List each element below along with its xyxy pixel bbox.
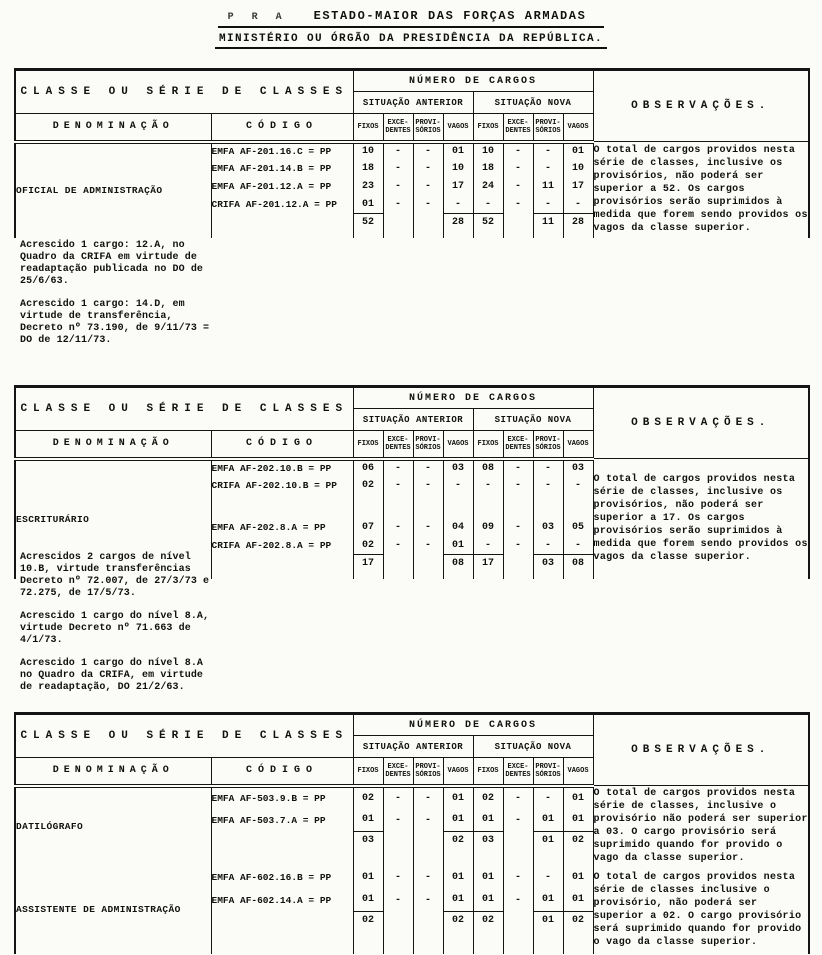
table-row <box>15 786 809 809</box>
codigo-cell-empty <box>211 832 353 850</box>
provisorios-anterior-header: PROVI-SÓRIOS <box>413 758 443 786</box>
filler-cell <box>211 573 353 579</box>
value-cell: 03 <box>533 519 563 537</box>
filler-cell <box>383 573 413 579</box>
situacao-anterior-header: SITUAÇÃO ANTERIOR <box>353 92 473 114</box>
value-cell: 01 <box>563 809 593 832</box>
filler-cell <box>383 232 413 238</box>
spacer-cell <box>473 850 503 866</box>
situacao-nova-header: SITUAÇÃO NOVA <box>473 736 593 758</box>
spacer-cell <box>413 495 443 519</box>
spacer-cell <box>533 850 563 866</box>
value-cell: - <box>383 809 413 832</box>
value-cell: - <box>383 477 413 495</box>
excedentes-anterior-header: EXCE-DENTES <box>383 114 413 142</box>
value-cell: 18 <box>353 160 383 178</box>
spacer-cell <box>503 495 533 519</box>
value-cell: - <box>473 477 503 495</box>
filler-cell <box>413 573 443 579</box>
total-cell: 17 <box>353 555 383 573</box>
value-cell: - <box>413 196 443 214</box>
spacer-cell <box>413 850 443 866</box>
value-cell: - <box>503 477 533 495</box>
value-cell: - <box>383 160 413 178</box>
table2-footnotes <box>20 552 216 705</box>
value-cell: 07 <box>353 519 383 537</box>
spacer-cell <box>473 495 503 519</box>
footnote: Acrescido 1 cargo: 14.D, em virtude de transferência, Decreto nº 73.190, de 9/11/73 = DO de 12/11/73. <box>20 299 210 346</box>
numero-cargos-header: NÚMERO DE CARGOS <box>353 714 593 736</box>
value-cell: 02 <box>353 537 383 555</box>
classe-serie-header: CLASSE OU SÉRIE DE CLASSES <box>15 70 353 114</box>
document-header <box>0 6 822 49</box>
filler-cell <box>413 232 443 238</box>
codigo-cell: EMFA AF-201.14.B = PP <box>211 160 353 178</box>
table1-wrapper <box>14 68 810 238</box>
filler-cell <box>443 930 473 954</box>
total-cell: 02 <box>443 912 473 930</box>
codigo-header: CÓDIGO <box>211 431 353 459</box>
value-cell: 01 <box>353 889 383 912</box>
value-cell: - <box>413 786 443 809</box>
codigo-cell: EMFA AF-201.12.A = PP <box>211 178 353 196</box>
positions-table-datilografo-assistente <box>14 712 810 954</box>
value-cell: 17 <box>563 178 593 196</box>
value-cell: - <box>533 477 563 495</box>
value-cell: - <box>533 196 563 214</box>
value-cell: 01 <box>473 889 503 912</box>
value-cell: - <box>383 519 413 537</box>
value-cell: 11 <box>533 178 563 196</box>
value-cell: 01 <box>353 809 383 832</box>
value-cell: 01 <box>443 142 473 160</box>
value-cell: 24 <box>473 178 503 196</box>
total-cell: 08 <box>563 555 593 573</box>
value-cell: - <box>503 537 533 555</box>
value-cell: - <box>503 519 533 537</box>
value-cell: - <box>413 866 443 889</box>
total-cell <box>383 832 413 850</box>
value-cell: - <box>503 196 533 214</box>
excedentes-nova-header: EXCE-DENTES <box>503 758 533 786</box>
spacer-cell <box>443 850 473 866</box>
value-cell: 02 <box>353 477 383 495</box>
spacer-cell <box>563 495 593 519</box>
total-cell: 02 <box>563 912 593 930</box>
table-row <box>15 866 809 889</box>
denominacao-cell: ESCRITURÁRIO <box>15 459 211 579</box>
value-cell: 10 <box>353 142 383 160</box>
codigo-cell: EMFA AF-602.16.B = PP <box>211 866 353 889</box>
codigo-cell-empty <box>211 214 353 232</box>
filler-cell <box>473 573 503 579</box>
value-cell: - <box>383 178 413 196</box>
value-cell: 01 <box>533 809 563 832</box>
value-cell: - <box>503 459 533 477</box>
codigo-header: CÓDIGO <box>211 114 353 142</box>
table2-wrapper <box>14 385 810 579</box>
situacao-nova-header: SITUAÇÃO NOVA <box>473 92 593 114</box>
value-cell: - <box>413 889 443 912</box>
value-cell: 10 <box>443 160 473 178</box>
value-cell: - <box>533 537 563 555</box>
codigo-cell: EMFA AF-202.10.B = PP <box>211 459 353 477</box>
value-cell: - <box>503 178 533 196</box>
filler-cell <box>563 930 593 954</box>
total-cell: 03 <box>473 832 503 850</box>
value-cell: 03 <box>443 459 473 477</box>
codigo-header: CÓDIGO <box>211 758 353 786</box>
value-cell: - <box>383 786 413 809</box>
value-cell: 01 <box>443 809 473 832</box>
vagos-nova-header: VAGOS <box>563 114 593 142</box>
spacer-cell <box>383 495 413 519</box>
value-cell: - <box>383 866 413 889</box>
vagos-nova-header: VAGOS <box>563 758 593 786</box>
codigo-cell-empty <box>211 912 353 930</box>
value-cell: - <box>413 537 443 555</box>
table-header <box>15 387 809 459</box>
value-cell: 01 <box>563 866 593 889</box>
filler-cell <box>353 930 383 954</box>
value-cell: - <box>413 477 443 495</box>
total-cell <box>413 912 443 930</box>
spacer-cell <box>211 850 353 866</box>
value-cell: - <box>383 142 413 160</box>
value-cell: - <box>383 889 413 912</box>
value-cell: - <box>533 866 563 889</box>
situacao-anterior-header: SITUAÇÃO ANTERIOR <box>353 409 473 431</box>
total-cell: 17 <box>473 555 503 573</box>
filler-cell <box>503 573 533 579</box>
stamp-marks: P R A <box>227 12 288 23</box>
denominacao-cell: OFICIAL DE ADMINISTRAÇÃO <box>15 142 211 238</box>
codigo-cell: EMFA AF-602.14.A = PP <box>211 889 353 912</box>
spacer-cell <box>563 850 593 866</box>
filler-cell <box>353 573 383 579</box>
codigo-cell: EMFA AF-201.16.C = PP <box>211 142 353 160</box>
codigo-cell: CRIFA AF-202.8.A = PP <box>211 537 353 555</box>
value-cell: 10 <box>473 142 503 160</box>
value-cell: 05 <box>563 519 593 537</box>
value-cell: - <box>503 889 533 912</box>
denominacao-header: DENOMINAÇÃO <box>15 431 211 459</box>
value-cell: 18 <box>473 160 503 178</box>
table-row <box>15 142 809 160</box>
table3-wrapper <box>14 712 810 954</box>
footnote: Acrescidos 2 cargos de nível 10.B, virtude transferências Decreto nº 72.007, de 27/3/73 e 72.275, de 17/5/73. <box>20 552 210 599</box>
spacer-cell <box>383 850 413 866</box>
value-cell: 01 <box>473 866 503 889</box>
value-cell: - <box>413 142 443 160</box>
value-cell: - <box>383 537 413 555</box>
value-cell: - <box>413 160 443 178</box>
value-cell: - <box>443 196 473 214</box>
fixos-anterior-header: FIXOS <box>353 114 383 142</box>
table-row <box>15 459 809 477</box>
fixos-nova-header: FIXOS <box>473 114 503 142</box>
value-cell: - <box>533 786 563 809</box>
filler-cell <box>211 232 353 238</box>
total-cell: 01 <box>533 832 563 850</box>
footnote: Acrescido 1 cargo do nível 8.A no Quadro da CRIFA, em virtude de readaptação, DO 21/2/63. <box>20 658 204 693</box>
provisorios-nova-header: PROVI-SÓRIOS <box>533 431 563 459</box>
excedentes-nova-header: EXCE-DENTES <box>503 114 533 142</box>
total-cell <box>413 555 443 573</box>
table1-footnotes <box>20 240 216 358</box>
value-cell: - <box>413 459 443 477</box>
filler-cell <box>383 930 413 954</box>
value-cell: 01 <box>473 809 503 832</box>
total-cell: 52 <box>473 214 503 232</box>
value-cell: 01 <box>443 537 473 555</box>
total-cell: 52 <box>353 214 383 232</box>
value-cell: - <box>383 196 413 214</box>
observacoes-cell: O total de cargos providos nesta série de classes inclusive o provisório, não poderá ser superior a 02. O cargo provisório será suprimido quando for provido o vago da classe superior. <box>593 866 809 954</box>
total-cell: 02 <box>473 912 503 930</box>
provisorios-anterior-header: PROVI-SÓRIOS <box>413 114 443 142</box>
filler-cell <box>353 232 383 238</box>
provisorios-nova-header: PROVI-SÓRIOS <box>533 758 563 786</box>
value-cell: - <box>413 178 443 196</box>
spacer-cell <box>533 495 563 519</box>
observacoes-header: OBSERVAÇÕES. <box>593 714 809 786</box>
value-cell: 01 <box>443 786 473 809</box>
filler-cell <box>533 930 563 954</box>
value-cell: 08 <box>473 459 503 477</box>
value-cell: - <box>473 537 503 555</box>
value-cell: - <box>503 142 533 160</box>
total-cell: 08 <box>443 555 473 573</box>
fixos-anterior-header: FIXOS <box>353 758 383 786</box>
filler-cell <box>503 232 533 238</box>
footnote: Acrescido 1 cargo: 12.A, no Quadro da CRIFA em virtude de readaptação publicada no DO de 25/6/63. <box>20 240 204 287</box>
total-cell: 03 <box>353 832 383 850</box>
provisorios-anterior-header: PROVI-SÓRIOS <box>413 431 443 459</box>
total-cell: 11 <box>533 214 563 232</box>
fixos-anterior-header: FIXOS <box>353 431 383 459</box>
total-cell <box>503 912 533 930</box>
total-cell: 02 <box>353 912 383 930</box>
total-cell <box>413 214 443 232</box>
codigo-cell: CRIFA AF-201.12.A = PP <box>211 196 353 214</box>
codigo-cell: EMFA AF-202.8.A = PP <box>211 519 353 537</box>
codigo-cell: EMFA AF-503.7.A = PP <box>211 809 353 832</box>
total-cell <box>503 214 533 232</box>
value-cell: - <box>413 809 443 832</box>
value-cell: 09 <box>473 519 503 537</box>
value-cell: - <box>503 160 533 178</box>
value-cell: 04 <box>443 519 473 537</box>
observacoes-cell: O total de cargos providos nesta série de classes, inclusive os provisórios, não poderá ser superior a 17. Os cargos provisórios serão suprimidos à medida que forem sendo providos os vagos da classe superior. <box>593 459 809 579</box>
filler-cell <box>533 232 563 238</box>
value-cell: 17 <box>443 178 473 196</box>
vagos-anterior-header: VAGOS <box>443 114 473 142</box>
table-header <box>15 70 809 142</box>
filler-cell <box>443 573 473 579</box>
value-cell: - <box>383 459 413 477</box>
spacer-cell <box>503 850 533 866</box>
document-title: ESTADO-MAIOR DAS FORÇAS ARMADAS <box>313 9 587 23</box>
vagos-anterior-header: VAGOS <box>443 431 473 459</box>
observacoes-header: OBSERVAÇÕES. <box>593 70 809 142</box>
value-cell: - <box>503 866 533 889</box>
value-cell: 02 <box>353 786 383 809</box>
filler-cell <box>503 930 533 954</box>
total-cell: 02 <box>443 832 473 850</box>
vagos-anterior-header: VAGOS <box>443 758 473 786</box>
filler-cell <box>443 232 473 238</box>
excedentes-nova-header: EXCE-DENTES <box>503 431 533 459</box>
excedentes-anterior-header: EXCE-DENTES <box>383 431 413 459</box>
codigo-cell-empty <box>211 555 353 573</box>
value-cell: - <box>413 519 443 537</box>
value-cell: 03 <box>563 459 593 477</box>
situacao-anterior-header: SITUAÇÃO ANTERIOR <box>353 736 473 758</box>
header-row-1 <box>15 387 809 409</box>
value-cell: 10 <box>563 160 593 178</box>
codigo-cell: EMFA AF-503.9.B = PP <box>211 786 353 809</box>
observacoes-cell: O total de cargos providos nesta série de classes, inclusive o provisório não poderá ser superior a 03. O cargo provisório será suprimido quando for provido o vago da classe superior. <box>593 786 809 866</box>
positions-table-oficial <box>14 68 810 238</box>
observacoes-cell: O total de cargos providos nesta série de classes, inclusive os provisórios, não poderá ser superior a 52. Os cargos provisórios serão suprimidos à medida que forem sendo providos os vagos da classe superior. <box>593 142 809 238</box>
value-cell: 01 <box>443 889 473 912</box>
filler-cell <box>533 573 563 579</box>
denominacao-cell: ASSISTENTE DE ADMINISTRAÇÃO <box>15 866 211 954</box>
value-cell: - <box>563 196 593 214</box>
numero-cargos-header: NÚMERO DE CARGOS <box>353 70 593 92</box>
value-cell: - <box>503 809 533 832</box>
value-cell: - <box>503 786 533 809</box>
spacer-cell <box>353 850 383 866</box>
total-cell <box>383 214 413 232</box>
footnote: Acrescido 1 cargo do nível 8.A, virtude Decreto nº 71.663 de 4/1/73. <box>20 611 210 646</box>
vagos-nova-header: VAGOS <box>563 431 593 459</box>
value-cell: - <box>563 477 593 495</box>
total-cell: 03 <box>533 555 563 573</box>
header-row-1 <box>15 70 809 92</box>
filler-cell <box>563 232 593 238</box>
filler-cell <box>211 930 353 954</box>
value-cell: 01 <box>563 142 593 160</box>
value-cell: 02 <box>473 786 503 809</box>
value-cell: - <box>563 537 593 555</box>
spacer-cell <box>443 495 473 519</box>
positions-table-escriturario <box>14 385 810 579</box>
value-cell: 01 <box>443 866 473 889</box>
header-row-1 <box>15 714 809 736</box>
total-cell <box>503 555 533 573</box>
excedentes-anterior-header: EXCE-DENTES <box>383 758 413 786</box>
denominacao-header: DENOMINAÇÃO <box>15 114 211 142</box>
value-cell: - <box>473 196 503 214</box>
total-cell: 01 <box>533 912 563 930</box>
value-cell: - <box>533 160 563 178</box>
filler-cell <box>413 930 443 954</box>
total-cell: 28 <box>443 214 473 232</box>
total-cell <box>413 832 443 850</box>
total-cell <box>383 555 413 573</box>
filler-cell <box>473 232 503 238</box>
fixos-nova-header: FIXOS <box>473 431 503 459</box>
value-cell: 01 <box>563 889 593 912</box>
value-cell: - <box>443 477 473 495</box>
spacer-cell <box>211 495 353 519</box>
title-line <box>218 6 605 28</box>
filler-cell <box>563 573 593 579</box>
filler-cell <box>473 930 503 954</box>
total-cell <box>503 832 533 850</box>
value-cell: 23 <box>353 178 383 196</box>
fixos-nova-header: FIXOS <box>473 758 503 786</box>
value-cell: 01 <box>563 786 593 809</box>
denominacao-header: DENOMINAÇÃO <box>15 758 211 786</box>
situacao-nova-header: SITUAÇÃO NOVA <box>473 409 593 431</box>
value-cell: 06 <box>353 459 383 477</box>
value-cell: - <box>533 459 563 477</box>
spacer-cell <box>353 495 383 519</box>
total-cell: 28 <box>563 214 593 232</box>
table-header <box>15 714 809 786</box>
provisorios-nova-header: PROVI-SÓRIOS <box>533 114 563 142</box>
classe-serie-header: CLASSE OU SÉRIE DE CLASSES <box>15 387 353 431</box>
classe-serie-header: CLASSE OU SÉRIE DE CLASSES <box>15 714 353 758</box>
value-cell: 01 <box>353 866 383 889</box>
numero-cargos-header: NÚMERO DE CARGOS <box>353 387 593 409</box>
total-cell <box>383 912 413 930</box>
total-cell: 02 <box>563 832 593 850</box>
denominacao-cell: DATILÓGRAFO <box>15 786 211 866</box>
document-subtitle: MINISTÉRIO OU ÓRGÃO DA PRESIDÊNCIA DA REPÚBLICA. <box>215 33 607 49</box>
value-cell: 01 <box>533 889 563 912</box>
value-cell: 01 <box>353 196 383 214</box>
observacoes-header: OBSERVAÇÕES. <box>593 387 809 459</box>
codigo-cell: CRIFA AF-202.10.B = PP <box>211 477 353 495</box>
value-cell: - <box>533 142 563 160</box>
